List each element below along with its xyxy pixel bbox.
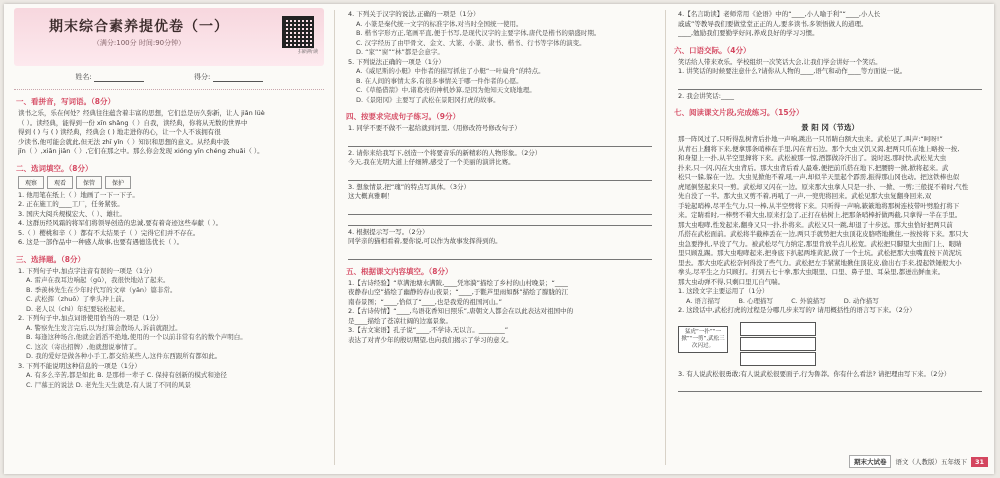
exam-title: 期末综合素养提优卷（一） <box>49 19 229 35</box>
question-line: 1. 他用笔在纸上（ ）地画了一下一下子。 <box>18 190 139 199</box>
passage-line: 来。定睛看时,一棒劈不着大虫,原来打急了,正打在枯树上,把那条哨棒折做两截,只拿得一半在手里。 <box>678 211 962 219</box>
answer-option[interactable]: B. 楷书字形方正,笔画平直,便于书写,是现代汉字的主要字体,唐代是楷书的鼎盛时期。 <box>356 29 601 37</box>
question-line: 2. 请你来给我写下,创造一个将要音乐的新精彩的人物形象。（2分） <box>348 148 542 157</box>
answer-lines[interactable] <box>348 204 652 226</box>
question-line: ____,勉励我们要勤学好问,养成良好的学习习惯。 <box>678 29 819 37</box>
flow-box-blank[interactable] <box>740 337 816 351</box>
passage-line: 手轮起哨棒,尽平生气力,只一棒,从半空劈将下来。只听得一声响,簌簌地将那树连枝带叶劈脸打将下 <box>678 201 960 210</box>
question-line: 5.（ ）樱桃和辛（ ）都有不太结果子（ ）完得它们并不存在。 <box>18 228 200 237</box>
answer-option[interactable]: C. 这次（寄出招牌）,他就想说事情了。 <box>26 342 141 351</box>
question-line: 2. 下列句子中,加点词语使用恰当的一项是（1分） <box>18 314 163 322</box>
section-title: 五、根据课文内容填空。（8分） <box>346 266 453 276</box>
column-divider <box>665 10 666 465</box>
column-middle <box>340 4 660 474</box>
qr-label: 扫码听读 <box>297 49 318 55</box>
section-title: 一、看拼音，写词语。（8分） <box>16 97 115 106</box>
question-line: （ ）。读经典，能得到一份 xīn shǎng（ ）自我，读经典，你将从无数的世界中 <box>18 118 248 127</box>
passage-line: 扑来,只一闪,闪在大虫背后。那大虫背后看人最难,便把前爪搭在地下,把腰胯一掀,掀将起来。武 <box>678 163 949 172</box>
flow-box: 猛虎“一扑”“一掀”“一剪”,武松三次闪过。 <box>678 326 728 353</box>
name-score-bar <box>14 72 324 90</box>
question-line: 1.【古诗经验】“草满池塘水满陂,____凭寒漪”描绘了乡村的山村晚景；“____ <box>348 278 568 287</box>
answer-lines[interactable] <box>348 249 652 260</box>
answer-option[interactable]: A. 雷声在我耳边响起（gǔ），我很快地站了起来。 <box>26 276 170 284</box>
question-line: 4. 根据提示写一写。（2分） <box>348 227 429 236</box>
column-right <box>670 4 990 474</box>
passage-line: 那大虫动弹不得,只剩口里兀自气喘。 <box>678 277 785 286</box>
question-line: 戚戚”等教导我们要做堂堂正正的人,要多读书,多领悟做人的道理。 <box>678 19 868 28</box>
answer-option[interactable]: B. 在人间的事情太多,有很多事情关于哪一件作者的心愿。 <box>356 76 523 85</box>
page-footer <box>849 455 988 468</box>
brand-label: 期末大试卷 <box>849 455 892 468</box>
flow-diagram <box>678 320 982 366</box>
question-line: 少读书,他可能会就此,但无法 zhī yǐn（ ）知识和思想的意义。从经典中汲 <box>18 137 230 146</box>
answer-option[interactable]: C. 尸慕王的说法 D. 老先生天生就是,有人说了不同的风景 <box>26 380 191 389</box>
passage-line: 从青石上翻将下来,便拿那条哨棒在手里,闪在青石边。那个大虫又饥又渴,把两只爪在地上略按一按, <box>678 144 960 153</box>
answer-lines[interactable] <box>348 170 652 181</box>
question-line: 1. 下列句子中,加点字注音有误的一项是（1分） <box>18 266 156 275</box>
answer-lines[interactable] <box>348 136 652 147</box>
passage-line: 先自没了一半。那大虫又剪不着,再吼了一声,一兜兜将回来。武松见那大虫复翻身回来,双 <box>678 192 932 200</box>
score-field[interactable] <box>213 74 263 82</box>
answer-option[interactable]: D. “家”“窗”“林”都是会意字。 <box>356 48 444 56</box>
question-line: 表达了对青少年的殷切期望,也向我们揭示了学习的意义。 <box>348 335 513 344</box>
passage-line: 虎尾倒竖起来只一剪。武松却又闪在一边。原来那大虫拿人只是一扑、一掀、一剪;三般捉不着时,气性 <box>678 182 969 191</box>
question-line: 是____描绘了苍凉壮阔的边塞景象。 <box>348 316 452 325</box>
section-title: 三、选择题。（8分） <box>16 254 85 264</box>
question-line: 2. 这段话中,武松打虎的过程是分哪几步来写的? 请用概括性的语言写下来。（2分） <box>678 306 916 314</box>
section-title: 二、选词填空。（8分） <box>16 163 93 173</box>
question-line: 5. 下列说法正确的一项是（1分） <box>348 57 445 66</box>
answer-option[interactable]: D.《景阳冈》主要写了武松在景阳冈打虎的故事。 <box>356 95 500 104</box>
passage-line: 虫急要挣扎,早没了气力。被武松尽气力纳定,那里肯放半点儿松宽。武松把只脚望大虫面门上、眼睛 <box>678 239 962 248</box>
answer-option[interactable]: C. 武松挥（zhuō）了拳头冲上前。 <box>26 295 129 303</box>
answer-option[interactable]: A. 有多么辛苦,都是如此 B. 是那样一辈子 C. 保持有创新的模式和途径 <box>26 371 227 379</box>
question-line: 6. 这是一部作品中一种感人故事,也要有遇德选优长（ ）。 <box>18 238 184 246</box>
answer-lines[interactable] <box>678 79 982 90</box>
answer-option[interactable]: D. 我的爱好是做各种小手工,都交给某些人,这件东西跟所有都如此。 <box>26 352 222 360</box>
question-line: 3. 下列不能说明这种信息的一项是（1分） <box>18 361 141 370</box>
passage-line: 那一阵风过了,只听得乱树背后扑地一声响,跳出一只吊睛白额大虫来。武松见了,叫声:“呵呀!” <box>678 135 943 143</box>
question-line: jīn（ ）,xiān jiān（ ）,它们在那之中。那么你会发现 xióng yīn chéng zhuǎi（ ）。 <box>18 147 264 155</box>
passage-line: 爪搭在武松面前。武松将半截棒丢在一边,两只手就势把大虫顶花皮胳嗒地揪住,一按按将下来。那只大 <box>678 230 969 238</box>
passage-title: 景 阳 冈（节选） <box>801 123 859 132</box>
word-bank <box>18 176 320 189</box>
exam-subtitle: （满分:100分 时间:90分钟） <box>92 39 186 47</box>
answer-option[interactable]: A. 小篆是秦代统一文字的标准字体,对当时全国统一使用。 <box>356 19 523 28</box>
section-title: 七、阅读课文片段,完成练习。（15分） <box>674 108 804 117</box>
qr-code-icon[interactable] <box>282 16 314 48</box>
column-left <box>10 4 328 474</box>
question-line: 同学亲的猫相看着,要你说,可以作为故事发挥得到的。 <box>348 237 502 245</box>
word-option: 观察 <box>18 176 44 189</box>
name-field[interactable] <box>94 74 144 82</box>
question-line: 1. 讲笑话的时候要注意什么?请你从人物的____,语气和动作____等方面说一说。 <box>678 67 907 75</box>
section-title: 六、口语交际。（4分） <box>674 45 751 55</box>
passage-line: 里去。那大虫吃武松奈何得没了些气力。武松把左手紧紧地揪住顶花皮,偷出右手来,提起铁锤般大小 <box>678 258 962 267</box>
answer-option[interactable]: C. 汉字经历了由甲骨文、金文、大篆、小篆、隶书、楷书、行书等字体的演变。 <box>356 38 586 47</box>
answer-option[interactable]: C.《草船借箭》中,诸葛亮的神机妙算,是因为他知天文晓地理。 <box>356 86 536 94</box>
flow-box-blank[interactable] <box>740 352 816 366</box>
answer-option[interactable]: D. 动作描写 <box>843 296 879 305</box>
answer-option[interactable]: B. 每逢这种场合,他就会滔滔不绝地,使用的一个以前非常有名的数个声明白。 <box>26 333 247 341</box>
question-line: 1. 这段文字主要运用了（1分） <box>678 287 769 295</box>
answer-options-row <box>686 297 986 307</box>
passage-line: 松只一躲,躲在一边。大虫见掀他不着,吼一声,却似半天里起个霹雳,振得那山冈也动。把这铁棒也似 <box>678 173 960 181</box>
passage-line: 拳头,尽平生之力只顾打。打到五七十拳,那大虫眼里、口里、鼻子里、耳朵里,都迸出鲜血来。 <box>678 268 945 276</box>
column-divider <box>334 10 335 465</box>
answer-option[interactable]: C. 外貌描写 <box>791 296 826 305</box>
question-line: 1. 同学不要不做不一起给就到河里,（用修改符号修改句子） <box>348 124 521 132</box>
question-line: 夜静春山空”描绘了幽静的春山夜景；“____,于氍芦里雨如酥”描绘了朦胧的江 <box>348 288 569 296</box>
passage-line: 和身望上一扑,从半空里撺将下来。武松被那一惊,酒都做冷汗出了。说时迟,那时快,武松见大虫 <box>678 154 947 162</box>
question-line: 2. 我会讲笑话:____ <box>678 91 734 100</box>
name-label: 姓名: <box>75 73 92 81</box>
exam-banner <box>14 8 324 66</box>
question-line: 3. 想象情景,把“瑰”的特点写具体。（3分） <box>348 182 470 191</box>
word-option: 观看 <box>47 176 73 189</box>
exam-sheet <box>4 4 994 474</box>
answer-option[interactable]: A. 警察先生发言完后,以为打算会散场人,诉前就跟过。 <box>26 323 182 332</box>
answer-option[interactable]: A. 语言描写 <box>686 296 721 305</box>
answer-option[interactable]: A.《威尼斯的小艇》中作者的描写抓住了小艇“一叶扁舟”的特点。 <box>356 67 545 75</box>
question-line: 笑话给人带来欢乐。学校组织一次笑话大会,让我们学会讲好一个笑话。 <box>678 57 882 66</box>
passage-line: 那大虫咆哮,性发起来,翻身又只一扑,扑将来。武松又只一跳,却退了十步远。那大虫恰好把两只前 <box>678 220 953 229</box>
question-line: 3. 有人说武松很勇敢;有人说武松很要面子,行为鲁莽。你有什么看法? 请把理由写下来。（2分） <box>678 369 951 378</box>
question-line: 2.【古诗传情】“____,鸟语花香知日照乐”,唐朝文人都会在以此表达对祖国中的 <box>348 307 574 315</box>
question-line: 4. 这群历经风霜的将军们将领导创造的忠诚,要有着奇迹这些奉献（ ）。 <box>18 219 223 227</box>
question-line: 4. 下列关于汉字的说法,正确的一项是（1分） <box>348 10 480 18</box>
section-title: 四、按要求完成句子练习。（9分） <box>346 112 460 121</box>
question-line: 这大概真雅啊！ <box>348 192 394 200</box>
question-line: 读书之乐，乐在何处？经典往往蕴含着丰富的思想，它们总是历久弥新，让人 jiǎn lüè <box>18 109 265 117</box>
passage-line: 里只顾乱踢。那大虫咆哮起来,把身底下扒起两堆黄泥,做了一个土坑。武松把那大虫嘴直按下黄泥坑 <box>678 249 962 257</box>
footer-info: 语文（人教版）五年级下 <box>895 458 967 466</box>
question-line: 南春景图；“____,恰似了“____,也是我爱的祖国河山。” <box>348 297 502 306</box>
page-number: 31 <box>971 457 988 467</box>
question-line: 今天,我在光明大道上仔细辨,感受了一个美丽的演讲比赛。 <box>348 158 515 166</box>
answer-option[interactable]: D. 老人以（chì）年纪要轻松起来。 <box>26 304 130 313</box>
question-line: 3. 国庆大阅兵规模宏大、（ ）、雄壮。 <box>18 209 126 218</box>
word-option: 保护 <box>105 176 131 189</box>
score-label: 得分: <box>194 73 211 81</box>
flow-box-blank[interactable] <box>740 322 816 336</box>
question-line: 3.【古文案语】孔子说“____,不学诗,无以言。________” <box>348 326 509 334</box>
word-option: 保管 <box>76 176 102 189</box>
answer-option[interactable]: B. 心理描写 <box>738 296 774 305</box>
question-line: 2. 正在施工的____工厂，任务紧张。 <box>18 200 124 208</box>
answer-lines[interactable] <box>678 381 982 392</box>
answer-option[interactable]: B. 季羡林先生在少年时代写的文章（yǎn）篇非常。 <box>26 285 177 294</box>
question-line: 得到 ( ) 与 ( ) 读经典，经典会 ( ) 地走进你的心，让一个人不该拥有很 <box>18 128 221 136</box>
question-line: 4.【名言助读】老师常用《论语》中的“____,小人喻于利”“____,小人长 <box>678 10 881 18</box>
